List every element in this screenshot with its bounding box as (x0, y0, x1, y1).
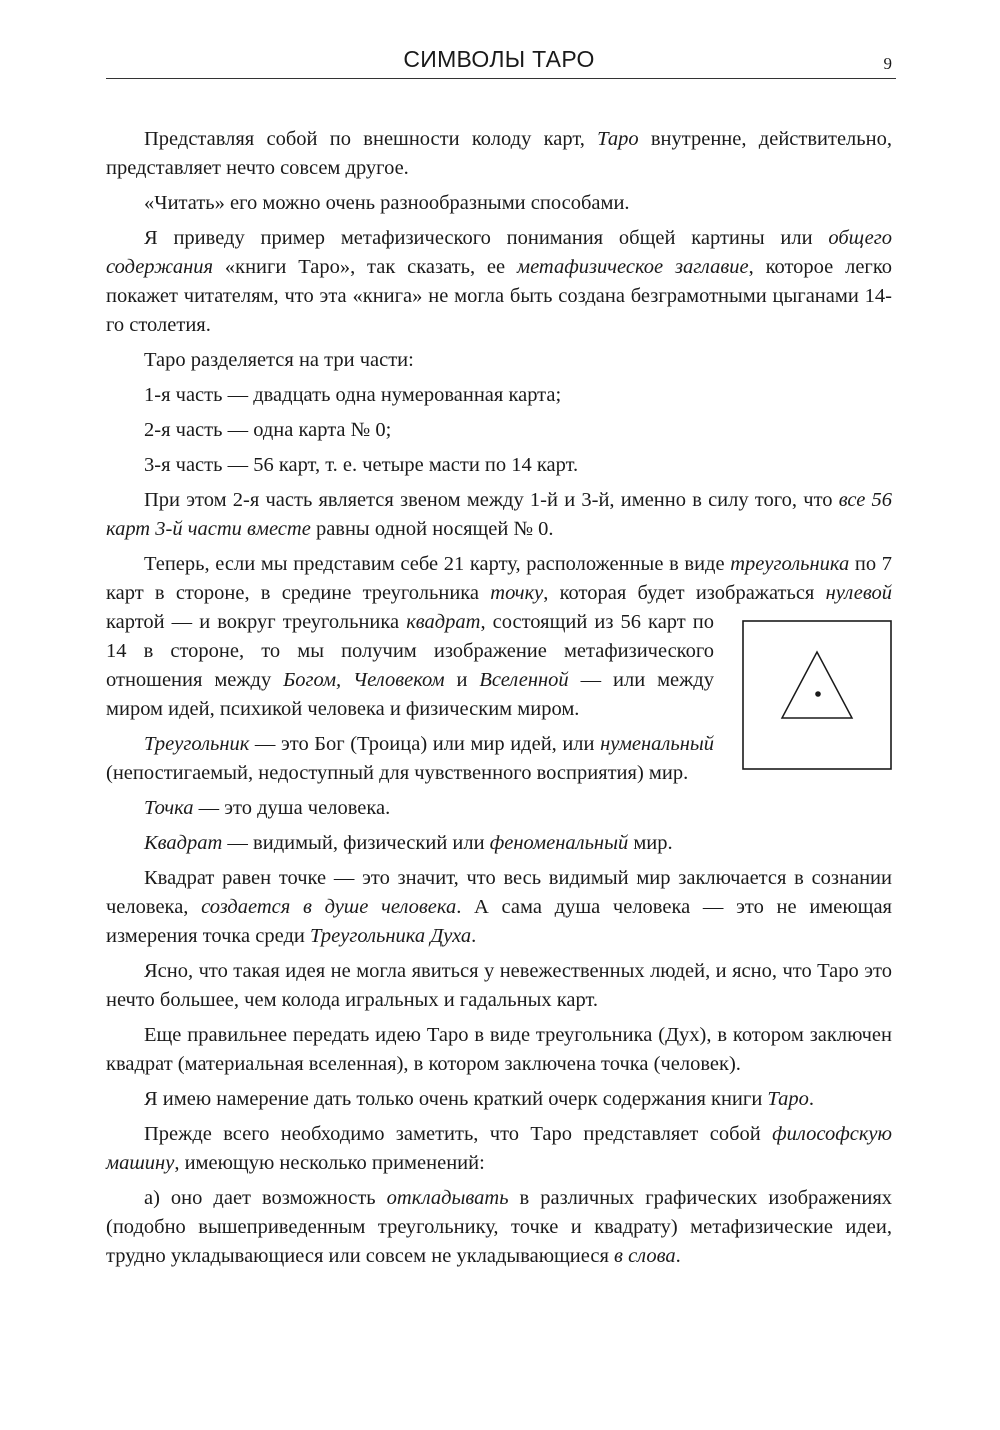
italic-run: Богом, Человеком (283, 669, 445, 691)
paragraph (106, 486, 892, 544)
text-run: (непостигаемый, недоступный для чувственного восприятия) мир. (106, 762, 689, 784)
paragraph (106, 794, 892, 823)
italic-run: откладывать (386, 1187, 509, 1209)
text-run: При этом 2-я часть является звеном между 1-й и 3-й, именно в силу того, что (144, 489, 839, 511)
text-run: картой — и вокруг треугольника (106, 611, 407, 633)
body-text (106, 125, 892, 1271)
italic-run: создается в душе человека (201, 896, 457, 918)
paragraph (106, 864, 892, 951)
italic-run: Квадрат (144, 832, 223, 854)
text-run: в различных графических изображениях (подобно вышеприведенным треугольнику, точке и квадрату) метафизические идеи, трудно укладывающиеся или совсем не укладывающиеся (106, 1187, 893, 1267)
text-run: Я приведу пример метафизического понимания общей картины или (144, 227, 829, 249)
text-run: — это душа человека. (193, 797, 391, 819)
paragraph (106, 1021, 892, 1079)
text-run: , имеющую несколько применений: (174, 1152, 485, 1174)
paragraph (106, 550, 892, 724)
point-shape (815, 691, 821, 697)
text-run: . А сама душа человека — это не имеющая измерения точка среди (106, 896, 892, 947)
paragraph (106, 125, 892, 183)
text-run: — это Бог (Троица) или мир идей, или (249, 733, 601, 755)
text-run: Прежде всего необходимо заметить, что Таро представляет собой (144, 1123, 773, 1145)
triangle-shape (782, 652, 852, 718)
text-run: 2-я часть — одна карта № 0; (144, 419, 392, 441)
text-run: , состоящий из 56 карт по 14 в стороне, то мы получим изображение метафизического отношения между (106, 611, 714, 691)
italic-run: нуменальный (600, 733, 714, 755)
text-run: 3-я часть — 56 карт, т. е. четыре масти по 14 карт. (144, 454, 579, 476)
italic-run: Точка (144, 797, 194, 819)
paragraph (106, 1184, 892, 1271)
running-title: СИМВОЛЫ ТАРО (403, 46, 595, 72)
text-run: Теперь, если мы представим себе 21 карту, расположенные в виде (144, 553, 731, 575)
header-rule (106, 78, 896, 79)
italic-run: философскую машину (106, 1123, 892, 1174)
italic-run: Треугольник (144, 733, 250, 755)
text-run: и (444, 669, 480, 691)
text-run: равны одной носящей № 0. (310, 518, 554, 540)
square-triangle-point-diagram (742, 620, 892, 770)
text-run: «Читать» его можно очень разнообразными способами. (144, 192, 630, 214)
italic-run: треугольника (730, 553, 850, 575)
italic-run: метафизическое заглавие (516, 256, 749, 278)
page-header (106, 44, 892, 80)
list-item (106, 451, 892, 480)
text-run: — видимый, физический или (222, 832, 490, 854)
text-run: Я имею намерение дать только очень краткий очерк содержания книги (144, 1088, 768, 1110)
italic-run: Треугольника Духа (310, 925, 472, 947)
text-run: по 7 карт в стороне, в средине треугольника (106, 553, 892, 604)
paragraph (106, 829, 892, 858)
text-run: , которое легко покажет читателям, что эта «книга» не могла быть создана безграмотными цыганами 14-го столетия. (106, 256, 893, 336)
italic-run: нулевой (825, 582, 893, 604)
italic-run: Таро (597, 128, 639, 150)
italic-run: Вселенной (479, 669, 569, 691)
italic-run: квадрат (406, 611, 481, 633)
text-run: Таро разделяется на три части: (144, 349, 414, 371)
text-run: Ясно, что такая идея не могла явиться у невежественных людей, и ясно, что Таро это нечто большее, чем колода игральных и гадальных карт. (106, 960, 892, 1011)
text-run: . (471, 925, 477, 947)
page-number: 9 (883, 54, 892, 73)
text-run: . (808, 1088, 814, 1110)
italic-run: в слова (614, 1245, 676, 1267)
text-run: Квадрат равен точке — это значит, что весь видимый мир заключается в сознании человека, (106, 867, 892, 918)
italic-run: феноменальный (489, 832, 629, 854)
paragraph (106, 346, 892, 375)
list-item (106, 381, 892, 410)
text-run: «книги Таро», так сказать, ее (213, 256, 517, 278)
paragraph (106, 1120, 892, 1178)
text-run: . (675, 1245, 681, 1267)
text-run: — или между миром идей, психикой человека и физическим миром. (106, 669, 714, 720)
text-run: Еще правильнее передать идею Таро в виде треугольника (Дух), в котором заключен квадрат (материальная вселенная), в котором заключена точка (человек). (106, 1024, 892, 1075)
text-run: 1-я часть — двадцать одна нумерованная карта; (144, 384, 562, 406)
text-run: а) оно дает возможность (144, 1187, 387, 1209)
diagram-svg (742, 620, 892, 770)
paragraph (106, 1085, 892, 1114)
text-run: внутренне, действительно, представляет нечто совсем другое. (106, 128, 892, 179)
italic-run: общего содержания (106, 227, 892, 278)
italic-run: точку (490, 582, 544, 604)
paragraph (106, 957, 892, 1015)
text-run: Представляя собой по внешности колоду карт, (144, 128, 598, 150)
list-item (106, 416, 892, 445)
text-run: , которая будет изображаться (543, 582, 826, 604)
paragraph (106, 189, 892, 218)
paragraph (106, 224, 892, 340)
italic-run: Таро (767, 1088, 809, 1110)
italic-run: все 56 карт 3-й части вместе (106, 489, 892, 540)
text-run: мир. (628, 832, 673, 854)
